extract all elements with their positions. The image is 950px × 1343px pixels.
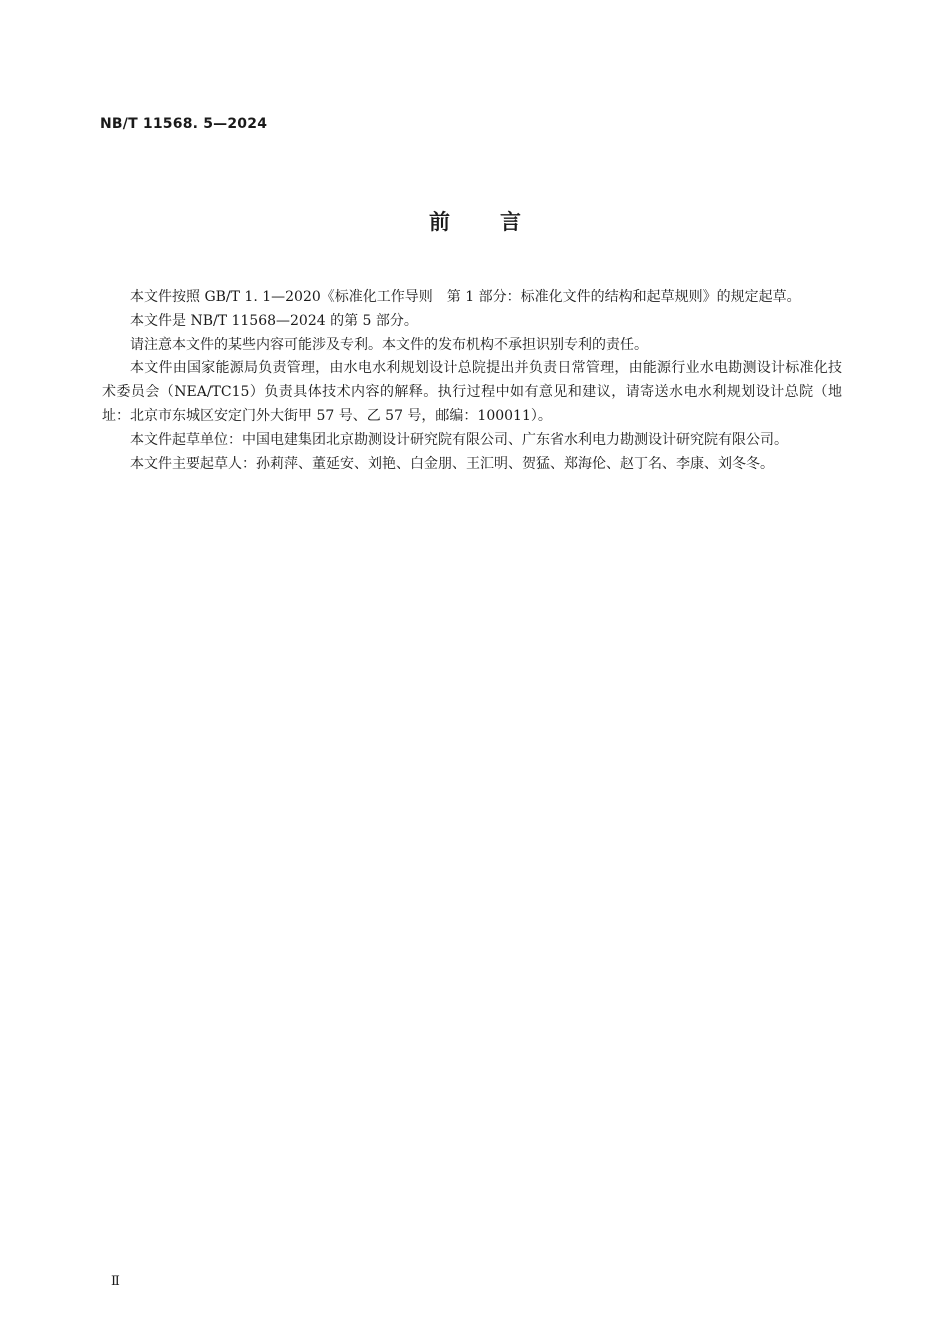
paragraph-drafting-units: 本文件起草单位：中国电建集团北京勘测设计研究院有限公司、广东省水利电力勘测设计研究院有限公司。 <box>130 431 788 448</box>
paragraph-part-info: 本文件是 NB/T 11568—2024 的第 5 部分。 <box>130 312 418 329</box>
standard-code: NB/T 11568. 5—2024 <box>100 116 268 132</box>
paragraph-management: 本文件由国家能源局负责管理，由水电水利规划设计总院提出并负责日常管理，由能源行业水电勘测设计标准化技术委员会（NEA/TC15）负责具体技术内容的解释。执行过程中如有意见和建议，请寄送水电水利规划设计总院（地址：北京市东城区安定门外大街甲 57 号、乙 57 号，邮编：100011）。 <box>102 360 842 424</box>
page-title: 前言 <box>429 210 571 234</box>
page-number: Ⅱ <box>111 1274 120 1289</box>
foreword-body <box>102 286 842 476</box>
paragraph-drafters: 本文件主要起草人：孙莉萍、董延安、刘艳、白金朋、王汇明、贺猛、郑海伦、赵丁名、李康、刘冬冬。 <box>130 455 774 472</box>
paragraph-drafting-rules: 本文件按照 GB/T 1. 1—2020《标准化工作导则 第 1 部分：标准化文件的结构和起草规则》的规定起草。 <box>130 289 801 305</box>
paragraph-patent-notice: 请注意本文件的某些内容可能涉及专利。本文件的发布机构不承担识别专利的责任。 <box>130 336 648 353</box>
